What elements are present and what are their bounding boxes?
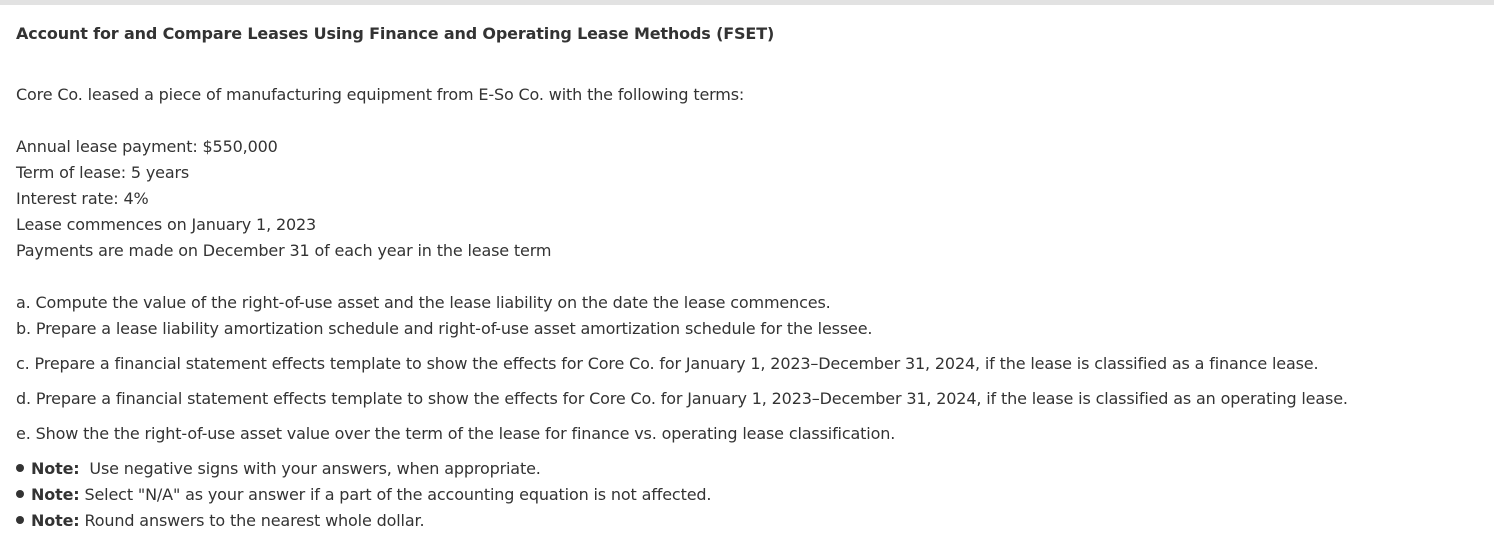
term-annual-payment: Annual lease payment: $550,000	[16, 137, 278, 156]
bullet-icon	[16, 464, 24, 472]
note-label: Note:	[31, 485, 80, 504]
note-item	[16, 456, 1486, 482]
note-text: Round answers to the nearest whole dollar.	[79, 511, 425, 530]
note-item	[16, 508, 1486, 534]
note-text: Use negative signs with your answers, when appropriate.	[79, 459, 541, 478]
part-d: d. Prepare a financial statement effects template to show the effects for Core Co. for January 1, 2023–December 31, 2024, if the lease is classified as an operating lease.	[16, 389, 1348, 408]
lease-terms	[16, 134, 1486, 264]
note-label: Note:	[31, 511, 80, 530]
problem-content	[16, 22, 1486, 534]
problem-title: Account for and Compare Leases Using Finance and Operating Lease Methods (FSET)	[16, 24, 775, 43]
term-interest-rate: Interest rate: 4%	[16, 189, 149, 208]
note-item	[16, 482, 1486, 508]
part-b: b. Prepare a lease liability amortization schedule and right-of-use asset amortization schedule for the lessee.	[16, 319, 873, 338]
part-e: e. Show the the right-of-use asset value over the term of the lease for finance vs. operating lease classification.	[16, 424, 896, 443]
top-border	[0, 0, 1494, 5]
term-commencement: Lease commences on January 1, 2023	[16, 215, 317, 234]
note-text: Select "N/A" as your answer if a part of the accounting equation is not affected.	[79, 485, 712, 504]
problem-intro: Core Co. leased a piece of manufacturing equipment from E-So Co. with the following terms:	[16, 85, 745, 104]
part-a: a. Compute the value of the right-of-use asset and the lease liability on the date the lease commences.	[16, 293, 831, 312]
notes-list	[16, 456, 1486, 534]
note-label: Note:	[31, 459, 80, 478]
term-payment-timing: Payments are made on December 31 of each year in the lease term	[16, 241, 552, 260]
term-lease-length: Term of lease: 5 years	[16, 163, 190, 182]
bullet-icon	[16, 516, 24, 524]
part-c: c. Prepare a financial statement effects template to show the effects for Core Co. for January 1, 2023–December 31, 2024, if the lease is classified as a finance lease.	[16, 354, 1319, 373]
bullet-icon	[16, 490, 24, 498]
question-parts-ab	[16, 290, 1486, 342]
